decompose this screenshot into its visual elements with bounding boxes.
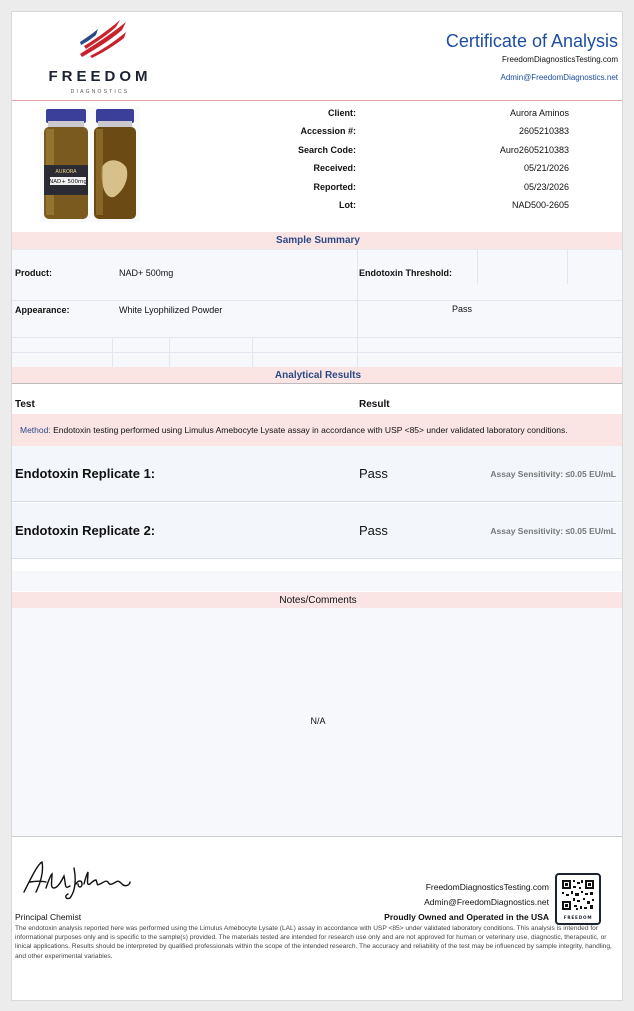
client-label: Client: — [328, 108, 356, 118]
search-code-label: Search Code: — [297, 145, 356, 155]
flag-swoosh-icon — [78, 20, 128, 58]
logo-subtitle: DIAGNOSTICS — [70, 89, 130, 95]
replicate-name: Endotoxin Replicate 2: — [15, 523, 156, 538]
threshold-label: Endotoxin Threshold: — [359, 268, 452, 278]
method-note — [12, 414, 623, 446]
sample-summary-heading: Sample Summary — [12, 232, 623, 249]
received-value: 05/21/2026 — [523, 163, 569, 173]
received-label: Received: — [313, 163, 356, 173]
accession-label: Accession #: — [300, 126, 356, 136]
replicate-result: Pass — [359, 466, 388, 481]
appearance-value: White Lyophilized Powder — [119, 305, 223, 315]
sample-summary-grid — [12, 249, 623, 367]
page-title: Certificate of Analysis — [445, 31, 618, 51]
footer-email: Admin@FreedomDiagnostics.net — [424, 897, 549, 907]
client-value: Aurora Aminos — [509, 108, 569, 118]
certificate-page — [11, 11, 623, 1001]
qr-label: FREEDOM — [563, 915, 593, 920]
vial-brand-text: AURORA — [55, 169, 77, 175]
reported-label: Reported: — [313, 182, 356, 192]
product-label: Product: — [15, 268, 52, 278]
method-text: Endotoxin testing performed using Limulus Amebocyte Lysate assay in accordance with USP <85> under validated laboratory conditions. — [53, 425, 568, 435]
header-divider — [12, 100, 623, 101]
accession-value: 2605210383 — [518, 126, 569, 136]
results-divider — [12, 383, 623, 384]
replicate-sensitivity: Assay Sensitivity: ≤0.05 EU/mL — [490, 469, 616, 479]
analytical-results-heading: Analytical Results — [12, 367, 623, 384]
footer-tagline: Proudly Owned and Operated in the USA — [384, 912, 549, 922]
reported-row — [12, 182, 623, 200]
signature — [18, 854, 133, 907]
result-column-header: Result — [359, 399, 390, 410]
notes-text: N/A — [310, 716, 326, 726]
footer-divider — [12, 836, 623, 837]
header-email: Admin@FreedomDiagnostics.net — [500, 73, 618, 82]
lot-label: Lot: — [339, 200, 356, 210]
logo-wordmark: FREEDOM — [48, 68, 152, 85]
freedom-logo — [36, 20, 156, 96]
footer-website: FreedomDiagnosticsTesting.com — [425, 882, 549, 892]
chemist-title: Principal Chemist — [15, 912, 82, 922]
test-column-header: Test — [15, 399, 35, 410]
search-code-value: Auro2605210383 — [499, 145, 569, 155]
accession-row — [12, 126, 623, 144]
reported-value: 05/23/2026 — [523, 182, 569, 192]
vial-label-text: NAD+ 500mg — [49, 179, 87, 185]
replicate-sensitivity: Assay Sensitivity: ≤0.05 EU/mL — [490, 526, 616, 536]
qr-code — [555, 873, 601, 925]
replicate-row — [12, 446, 623, 502]
replicate-name: Endotoxin Replicate 1: — [15, 466, 156, 481]
appearance-label: Appearance: — [15, 305, 70, 315]
lot-value: NAD500-2605 — [511, 200, 569, 210]
product-value: NAD+ 500mg — [119, 268, 174, 278]
replicate-result: Pass — [359, 523, 388, 538]
replicate-row — [12, 503, 623, 559]
lot-row — [12, 200, 623, 218]
disclaimer-text: The endotoxin analysis reported here was performed using the Limulus Amebocyte Lysate (LAL) assay in accordance with USP <85> under validated laboratory conditions. This analysis is intended for informational purposes only and is specific to the sample(s) provided. The materials tested are intended for research use only and are not approved for human or veterinary use, diagnostic, therapeutic, or linical applications. Results should be interpreted by qualified professionals within the scope of the intended research. The accuracy and reliability of the test may be influenced by sample integrity, handling, and other experimental variables. — [15, 925, 612, 960]
header-website: FreedomDiagnosticsTesting.com — [501, 55, 618, 64]
method-label: Method: — [20, 425, 51, 435]
search-code-row — [12, 145, 623, 163]
received-row — [12, 163, 623, 181]
notes-heading: Notes/Comments — [12, 592, 623, 609]
threshold-value: Pass — [452, 304, 473, 314]
client-row — [12, 108, 623, 126]
spacer-row — [12, 571, 623, 591]
